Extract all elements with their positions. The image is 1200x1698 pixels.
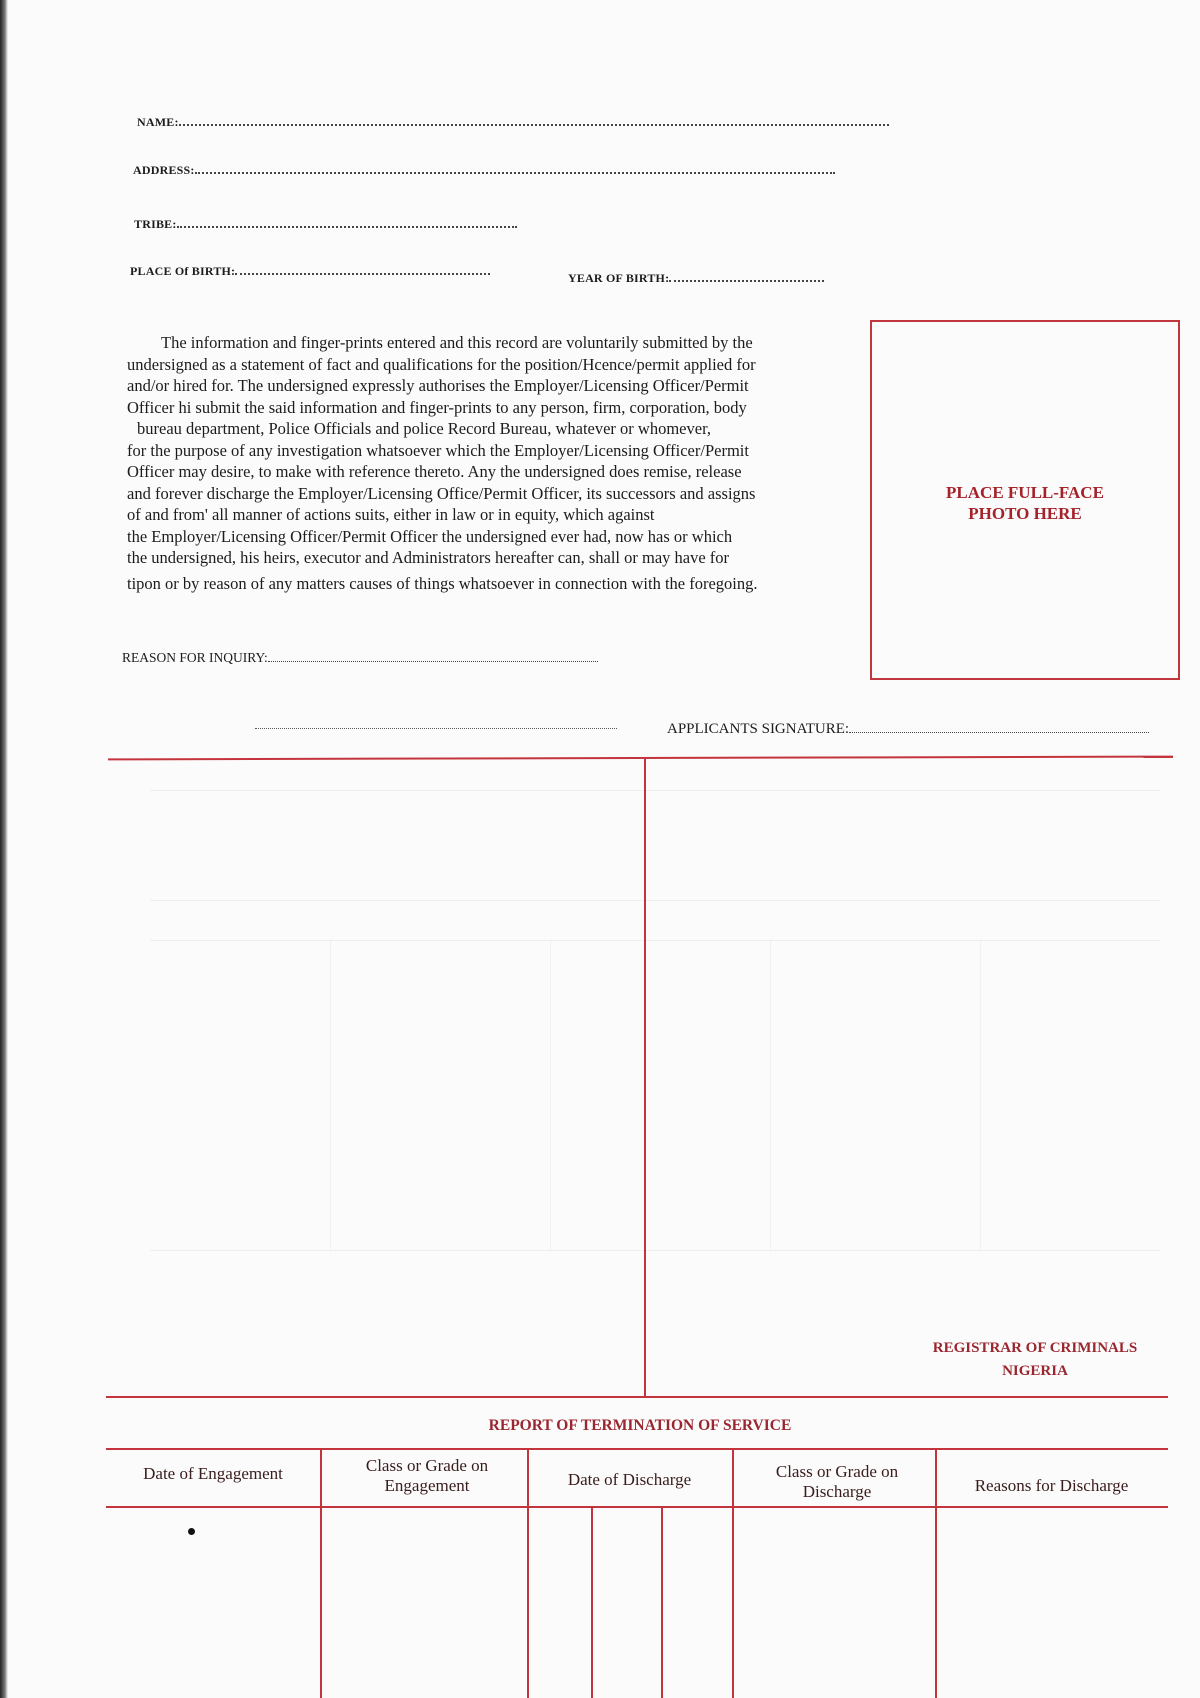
declaration-line: and/or hired for. The undersigned expressly authorises the Employer/Licensing Officer/Permit: [127, 376, 749, 395]
year-of-birth-entry-line[interactable]: [669, 272, 824, 282]
address-entry-line[interactable]: [195, 164, 835, 174]
registrar-line2: NIGERIA: [1002, 1363, 1068, 1379]
reason-for-inquiry-entry-line[interactable]: [268, 653, 598, 662]
tribe-field: [134, 217, 517, 232]
show-through-ghost: [150, 760, 1160, 1320]
table-col-divider: [320, 1448, 322, 1698]
reason-for-inquiry-label: REASON FOR INQUIRY:: [122, 650, 268, 665]
col-header-class-on-discharge: Class or Grade on Discharge: [775, 1462, 899, 1501]
photo-label-line2: PHOTO HERE: [968, 504, 1082, 523]
col-header-class-on-engagement: Class or Grade on Engagement: [365, 1456, 489, 1495]
declaration-line: undersigned as a statement of fact and qualifications for the position/Hcence/permit applied for: [127, 354, 756, 374]
col-header-date-of-discharge: Date of Discharge: [567, 1470, 692, 1489]
termination-table: [106, 1448, 1168, 1698]
panel-bottom-rule: [106, 1396, 1168, 1398]
tribe-label: TRIBE:: [134, 217, 177, 231]
declaration-line: and forever discharge the Employer/Licensing Office/Permit Officer, its successors and assigns: [127, 483, 756, 503]
table-subcol-divider: [661, 1508, 663, 1698]
tribe-entry-line[interactable]: [177, 218, 517, 228]
declaration-line: for the purpose of any investigation whatsoever which the Employer/Licensing Officer/Permit: [127, 440, 749, 460]
year-of-birth-label: YEAR OF BIRTH:: [568, 271, 670, 285]
place-of-birth-field: [130, 264, 490, 279]
col-header-date-of-engagement: Date of Engagement: [143, 1464, 283, 1483]
name-field: [137, 115, 889, 130]
year-of-birth-field: [568, 271, 824, 286]
declaration-line: tipon or by reason of any matters causes of things whatsoever in connection with the foregoing.: [127, 573, 758, 593]
registrar-block: [900, 1340, 1170, 1380]
left-signature-line[interactable]: [255, 728, 617, 729]
applicants-signature-entry-line[interactable]: [849, 724, 1149, 733]
declaration-line: Officer hi submit the said information and finger-prints to any person, firm, corporation, body: [127, 397, 747, 417]
declaration-paragraph: [127, 332, 863, 594]
binder-edge: [0, 0, 8, 1698]
address-label: ADDRESS:: [133, 163, 195, 177]
table-col-divider: [732, 1448, 734, 1698]
declaration-line: of and from' all manner of actions suits, either in law or in equity, which against: [127, 505, 655, 524]
declaration-line: the Employer/Licensing Officer/Permit Officer the undersigned ever had, now has or which: [127, 526, 733, 546]
table-top-rule: [106, 1448, 1168, 1450]
panel-center-divider: [644, 758, 646, 1396]
place-of-birth-entry-line[interactable]: [235, 265, 490, 275]
declaration-line: the undersigned, his heirs, executor and Administrators hereafter can, shall or may have for: [127, 548, 730, 567]
address-field: [133, 163, 835, 178]
termination-title-wrap: [0, 1417, 1200, 1435]
col-header-reasons-for-discharge: Reasons for Discharge: [974, 1476, 1129, 1495]
declaration-line: Officer may desire, to make with reference thereto. Any the undersigned does remise, release: [127, 462, 742, 481]
name-label: NAME:: [137, 115, 179, 129]
ink-speck: [188, 1528, 195, 1535]
declaration-line: The information and finger-prints entered and this record are voluntarily submitted by the: [161, 333, 753, 352]
photo-box-label: [872, 482, 1178, 524]
photo-label-line1: PLACE FULL-FACE: [946, 483, 1104, 502]
table-subcol-divider: [591, 1508, 593, 1698]
registrar-line1: REGISTRAR OF CRIMINALS: [932, 1340, 1138, 1356]
termination-title: REPORT OF TERMINATION OF SERVICE: [488, 1417, 792, 1434]
applicants-signature-label: APPLICANTS SIGNATURE:: [667, 721, 850, 737]
applicants-signature-field: [667, 721, 1149, 738]
table-header-rule: [106, 1506, 1168, 1508]
name-entry-line[interactable]: [179, 116, 889, 126]
reason-for-inquiry-field: [122, 650, 598, 666]
photo-box[interactable]: [870, 320, 1180, 680]
place-of-birth-label: PLACE Of BIRTH:: [130, 264, 236, 278]
declaration-line: bureau department, Police Officials and police Record Bureau, whatever or whomever,: [137, 419, 712, 438]
